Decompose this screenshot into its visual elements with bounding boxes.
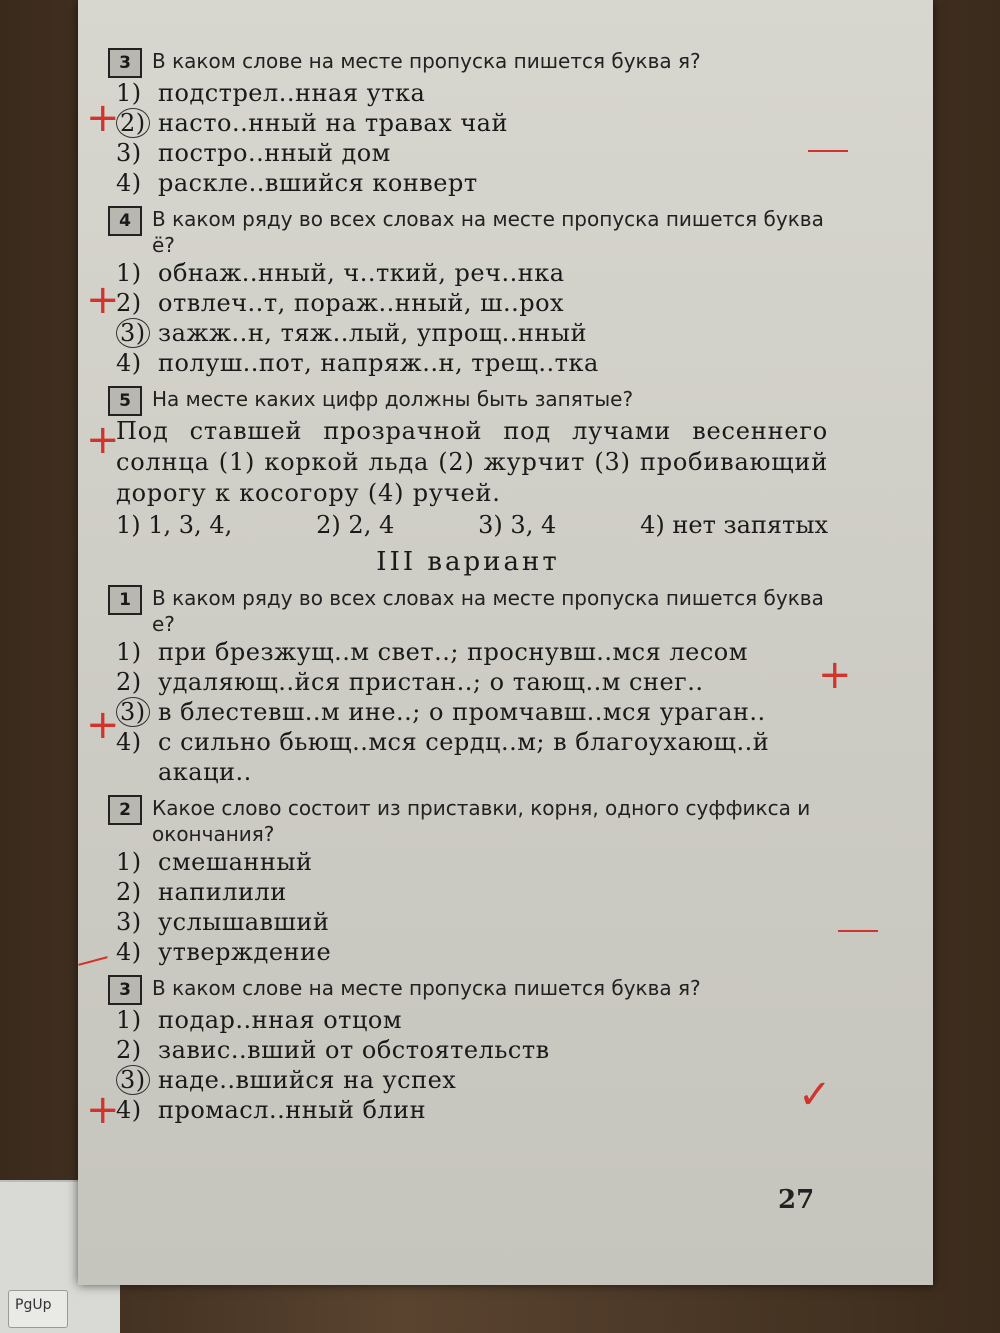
- option: 4) полуш..пот, напряж..н, трещ..тка: [116, 349, 599, 377]
- option: 4) раскле..вшийся конверт: [116, 169, 478, 197]
- task-4: [108, 206, 828, 258]
- red-plus-mark: +: [86, 95, 120, 141]
- task-question: В каком ряду во всех словах на месте пропуска пишется буква е?: [152, 586, 824, 636]
- option: 3) услышавший: [116, 908, 330, 936]
- v3-task-3: [108, 975, 828, 1005]
- task-number: 3: [108, 48, 142, 78]
- task-number: 2: [108, 795, 142, 825]
- option: 4) с сильно бьющ..мся сердц..м; в благоухающ..й акаци..: [116, 728, 770, 786]
- task-question: В каком слове на месте пропуска пишется буква я?: [152, 49, 701, 73]
- option-selected: 3) в блестевш..м ине..; о промчавш..мся ураган..: [116, 697, 828, 727]
- answer-option: 1) 1, 3, 4,: [116, 511, 233, 539]
- red-plus-mark: +: [86, 277, 120, 323]
- task-5: [108, 386, 828, 416]
- task-question: В каком ряду во всех словах на месте пропуска пишется буква ё?: [152, 207, 824, 257]
- task-question: Какое слово состоит из приставки, корня, одного суффикса и окончания?: [152, 796, 811, 846]
- task-5-sentence: Под ставшей прозрачной под лучами весеннего солнца (1) коркой льда (2) журчит (3) пробивающий дорогу к косогору (4) ручей.: [116, 417, 828, 507]
- red-plus-mark: +: [86, 417, 120, 463]
- task-question: В каком слове на месте пропуска пишется буква я?: [152, 976, 701, 1000]
- answer-option: 2) 2, 4: [316, 511, 395, 539]
- variant-title: III вариант: [376, 547, 560, 577]
- v3-task-2-options: [116, 847, 828, 967]
- v3-task-3-options: [116, 1005, 828, 1125]
- option: 2) напилили: [116, 878, 287, 906]
- red-dash-mark: [78, 956, 107, 966]
- answer-option-selected: 4) нет запятых: [640, 511, 828, 539]
- page-content: [108, 40, 828, 1125]
- option: 2) завис..вший от обстоятельств: [116, 1036, 550, 1064]
- task-number: 4: [108, 206, 142, 236]
- red-dash-mark: [808, 150, 848, 152]
- task-number: 1: [108, 585, 142, 615]
- option: 1) подар..нная отцом: [116, 1006, 402, 1034]
- task-question: На месте каких цифр должны быть запятые?: [152, 387, 634, 411]
- option-selected: 3) зажж..н, тяж..лый, упрощ..нный: [116, 318, 828, 348]
- pgup-key: PgUp: [8, 1290, 68, 1328]
- task-4-options: [116, 258, 828, 378]
- option: 1) обнаж..нный, ч..ткий, реч..нка: [116, 259, 565, 287]
- option: 2) удаляющ..йся пристан..; о тающ..м снег..: [116, 668, 704, 696]
- task-3a: [108, 48, 828, 78]
- option: 1) смешанный: [116, 848, 313, 876]
- task-number: 5: [108, 386, 142, 416]
- option-selected: 3) наде..вшийся на успех: [116, 1065, 828, 1095]
- red-plus-mark: +: [86, 702, 120, 748]
- v3-task-1: [108, 585, 828, 637]
- task-number: 3: [108, 975, 142, 1005]
- red-check-mark: ✓: [798, 1072, 832, 1118]
- task-3a-options: [116, 78, 828, 198]
- task-5-answers: [116, 509, 828, 541]
- option: 1) подстрел..нная утка: [116, 79, 426, 107]
- option: 4) утверждение: [116, 938, 332, 966]
- answer-option: 3) 3, 4: [478, 511, 557, 539]
- red-plus-mark: +: [86, 1087, 120, 1133]
- v3-task-2: [108, 795, 828, 847]
- option: 2) отвлеч..т, пораж..нный, ш..рох: [116, 289, 565, 317]
- red-dash-mark: [838, 930, 878, 932]
- v3-task-1-options: [116, 637, 828, 787]
- option-selected: 2) насто..нный на травах чай: [116, 108, 828, 138]
- page-number: 27: [778, 1185, 815, 1215]
- red-plus-mark: +: [818, 652, 852, 698]
- option: 4) промасл..нный блин: [116, 1096, 427, 1124]
- option: 3) постро..нный дом: [116, 139, 391, 167]
- option: 1) при брезжущ..м свет..; проснувш..мся лесом: [116, 638, 748, 666]
- textbook-page: [78, 0, 933, 1285]
